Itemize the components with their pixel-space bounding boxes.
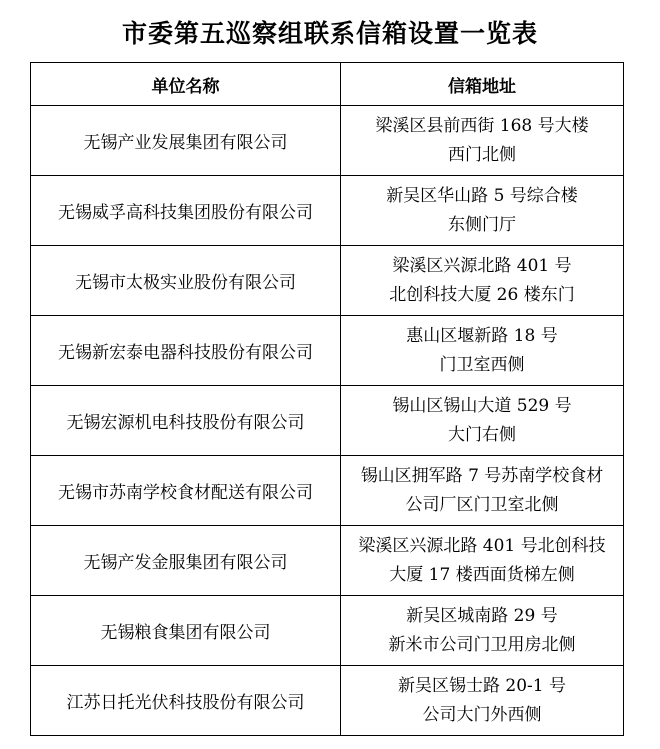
- address-line-2: 大门右侧: [448, 424, 516, 445]
- mailbox-address-cell: [341, 106, 624, 176]
- address-line-1: 锡山区锡山大道 529 号: [392, 395, 572, 416]
- table-header-row: [31, 63, 624, 106]
- unit-name-cell: 无锡威孚高科技集团股份有限公司: [31, 176, 341, 246]
- mailbox-address-cell: [341, 316, 624, 386]
- address-line-2: 西门北侧: [448, 144, 516, 165]
- page-title: 市委第五巡察组联系信箱设置一览表: [121, 19, 538, 48]
- unit-name-cell: 无锡产发金服集团有限公司: [31, 526, 341, 596]
- mailbox-address-cell: [341, 596, 624, 666]
- mailbox-address-cell: [341, 386, 624, 456]
- mailbox-address-cell: [341, 176, 624, 246]
- mailbox-address-cell: [341, 246, 624, 316]
- address-line-2: 门卫室西侧: [439, 354, 525, 375]
- table-row: [31, 526, 624, 596]
- column-header-unit-name: 单位名称: [31, 63, 341, 106]
- address-line-2: 东侧门厅: [448, 214, 516, 235]
- unit-name-cell: 无锡市苏南学校食材配送有限公司: [31, 456, 341, 526]
- address-line-2: 公司大门外西侧: [422, 704, 542, 725]
- mailbox-address-cell: [341, 666, 624, 736]
- address-line-2: 北创科技大厦 26 楼东门: [389, 284, 575, 305]
- unit-name-cell: 无锡产业发展集团有限公司: [31, 106, 341, 176]
- table-row: [31, 176, 624, 246]
- unit-name-cell: 无锡宏源机电科技股份有限公司: [31, 386, 341, 456]
- address-line-2: 新米市公司门卫用房北侧: [388, 634, 576, 655]
- table-row: [31, 316, 624, 386]
- table-row: [31, 246, 624, 316]
- table-row: [31, 386, 624, 456]
- table-row: [31, 106, 624, 176]
- mailbox-address-cell: [341, 526, 624, 596]
- address-line-1: 新吴区城南路 29 号: [406, 605, 558, 626]
- address-line-1: 新吴区华山路 5 号综合楼: [386, 185, 578, 206]
- address-line-2: 大厦 17 楼西面货梯左侧: [389, 564, 575, 585]
- address-line-1: 惠山区堰新路 18 号: [406, 325, 558, 346]
- address-line-2: 公司厂区门卫室北侧: [405, 494, 559, 515]
- address-line-1: 新吴区锡士路 20-1 号: [398, 675, 566, 696]
- mailbox-address-cell: [341, 456, 624, 526]
- address-line-1: 梁溪区兴源北路 401 号北创科技: [358, 535, 606, 556]
- column-header-mailbox-address: 信箱地址: [341, 63, 624, 106]
- table-row: [31, 596, 624, 666]
- table-row: [31, 456, 624, 526]
- table-row: [31, 666, 624, 736]
- unit-name-cell: 江苏日托光伏科技股份有限公司: [31, 666, 341, 736]
- unit-name-cell: 无锡市太极实业股份有限公司: [31, 246, 341, 316]
- address-line-1: 梁溪区兴源北路 401 号: [392, 255, 572, 276]
- mailbox-table: [30, 62, 624, 736]
- unit-name-cell: 无锡新宏泰电器科技股份有限公司: [31, 316, 341, 386]
- address-line-1: 梁溪区县前西街 168 号大楼: [375, 115, 589, 136]
- unit-name-cell: 无锡粮食集团有限公司: [31, 596, 341, 666]
- address-line-1: 锡山区拥军路 7 号苏南学校食材: [360, 465, 604, 486]
